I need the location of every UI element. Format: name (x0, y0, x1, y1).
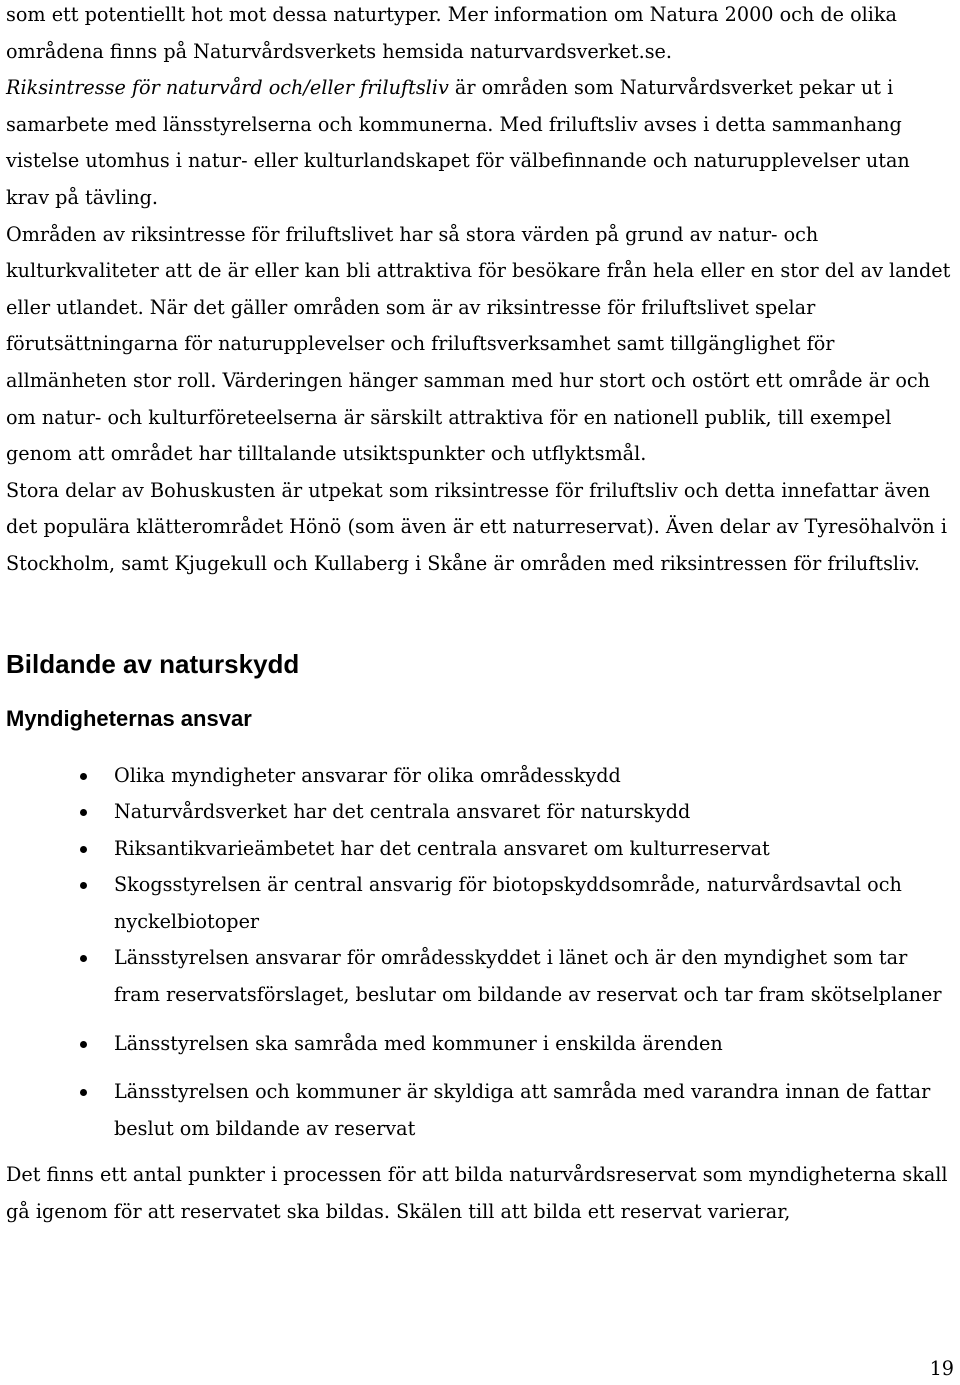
list-item (6, 831, 956, 868)
bullet-icon (80, 1089, 87, 1096)
bullet-icon (80, 846, 87, 853)
paragraph-bohuskusten: Stora delar av Bohuskusten är utpekat som riksintresse för friluftsliv och detta innefattar även det populära klätterområdet Hönö (som även är ett naturreservat). Även delar av Tyresöhalvön i Stockholm, samt Kjugekull och Kullaberg i Skåne är områden med riksintressen för friluftsliv. (6, 478, 948, 575)
paragraph-riksintresse-friluftsliv: Områden av riksintresse för friluftslivet har så stora värden på grund av natur- och kulturkvaliteter att de är eller kan bli attraktiva för besökare från hela eller en stor del av landet eller utlandet. När det gäller områden som är av riksintresse för friluftslivet spelar förutsättningarna för naturupplevelser och friluftsverksamhet samt tillgänglighet för allmänheten stor roll. Värderingen hänger samman med hur stort och ostört ett område är och om natur- och kulturföreteelserna är särskilt attraktiva för en nationell publik, till exempel genom att området har tilltalande utsiktspunkter och utflyktsmål. (6, 222, 951, 466)
list-item-text: Länsstyrelsen ansvarar för områdesskyddet i länet och är den myndighet som tar fram reservatsförslaget, beslutar om bildande av reservat och tar fram skötselplaner (114, 946, 942, 1007)
list-item-text: Riksantikvarieämbetet har det centrala ansvaret om kulturreservat (114, 836, 770, 860)
page-number: 19 (929, 1357, 954, 1380)
bullet-icon (80, 809, 87, 816)
list-item-text: Olika myndigheter ansvarar för olika områdesskydd (114, 763, 621, 787)
bullet-icon (80, 1041, 87, 1048)
bullet-icon (80, 882, 87, 889)
list-item (6, 867, 956, 940)
list-item (6, 940, 956, 1013)
bullet-icon (80, 773, 87, 780)
list-item (6, 1026, 956, 1063)
list-item (6, 758, 956, 795)
paragraph-process: Det finns ett antal punkter i processen för att bilda naturvårdsreservat som myndigheterna skall gå igenom för att reservatet ska bildas. Skälen till att bilda ett reservat varierar, (6, 1163, 948, 1224)
document-page (6, 0, 956, 1231)
paragraph-riksintresse-text: är områden som Naturvårdsverket pekar ut i samarbete med länsstyrelserna och kommunerna. Med friluftsliv avses i detta sammanhang vistelse utomhus i natur- eller kulturlandskapet för välbefinnande och naturupplevelser utan krav på tävling. (6, 76, 910, 209)
italic-term-riksintresse: Riksintresse för naturvård och/eller friluftsliv (6, 76, 449, 100)
subsection-heading-myndigheter: Myndigheternas ansvar (6, 705, 252, 731)
list-item (6, 794, 956, 831)
list-item-text: Skogsstyrelsen är central ansvarig för biotopskyddsområde, naturvårdsavtal och nyckelbiotoper (114, 873, 902, 933)
section-heading-bildande: Bildande av naturskydd (6, 648, 300, 679)
paragraph-riksintresse-definition (6, 70, 956, 216)
list-item-text: Länsstyrelsen ska samråda med kommuner i enskilda ärenden (114, 1031, 723, 1055)
list-item (6, 1074, 956, 1147)
paragraph-natura-2000: som ett potentiellt hot mot dessa naturtyper. Mer information om Natura 2000 och de olika områdena finns på Naturvårdsverkets hemsida naturvardsverket.se. (6, 3, 897, 63)
list-item-text: Länsstyrelsen och kommuner är skyldiga att samråda med varandra innan de fattar beslut om bildande av reservat (114, 1080, 931, 1140)
responsibility-bullet-list (6, 758, 956, 1148)
bullet-icon (80, 955, 87, 962)
list-item-text: Naturvårdsverket har det centrala ansvaret för naturskydd (114, 800, 691, 824)
